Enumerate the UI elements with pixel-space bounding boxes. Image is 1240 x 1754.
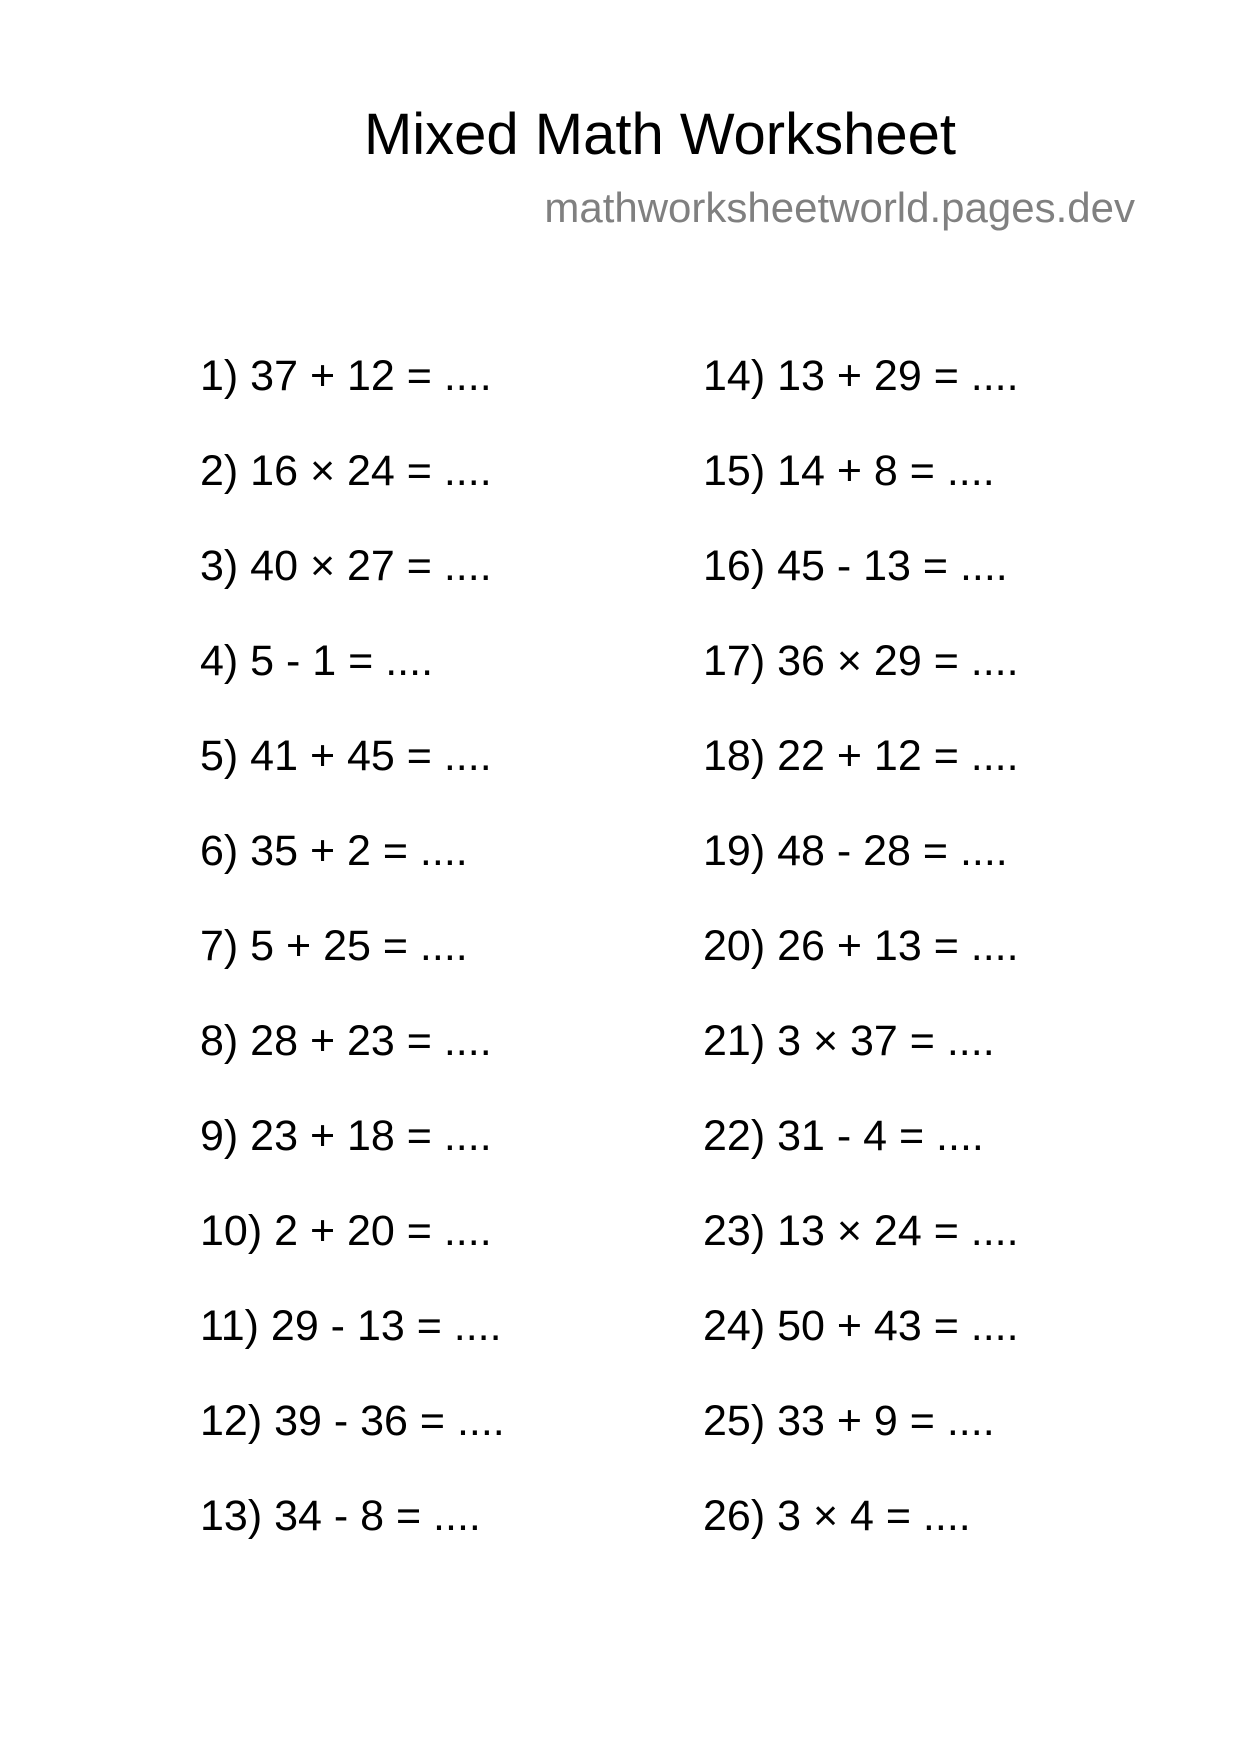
problem-item: 10) 2 + 20 = .... xyxy=(200,1207,492,1255)
problem-item: 5) 41 + 45 = .... xyxy=(200,732,492,780)
problem-item: 15) 14 + 8 = .... xyxy=(703,447,995,495)
problem-item: 1) 37 + 12 = .... xyxy=(200,352,492,400)
problem-item: 12) 39 - 36 = .... xyxy=(200,1397,505,1445)
problem-item: 22) 31 - 4 = .... xyxy=(703,1112,984,1160)
problem-item: 11) 29 - 13 = .... xyxy=(200,1302,502,1350)
problem-item: 9) 23 + 18 = .... xyxy=(200,1112,492,1160)
problem-item: 20) 26 + 13 = .... xyxy=(703,922,1019,970)
problem-item: 13) 34 - 8 = .... xyxy=(200,1492,481,1540)
problem-item: 23) 13 × 24 = .... xyxy=(703,1207,1019,1255)
problem-item: 18) 22 + 12 = .... xyxy=(703,732,1019,780)
problem-item: 21) 3 × 37 = .... xyxy=(703,1017,995,1065)
problem-item: 8) 28 + 23 = .... xyxy=(200,1017,492,1065)
problem-item: 6) 35 + 2 = .... xyxy=(200,827,468,875)
worksheet-title: Mixed Math Worksheet xyxy=(363,102,957,167)
problem-item: 17) 36 × 29 = .... xyxy=(703,637,1019,685)
problem-item: 14) 13 + 29 = .... xyxy=(703,352,1019,400)
problem-item: 7) 5 + 25 = .... xyxy=(200,922,468,970)
problem-column-right xyxy=(703,350,1019,1585)
problem-item: 4) 5 - 1 = .... xyxy=(200,637,434,685)
problem-item: 16) 45 - 13 = .... xyxy=(703,542,1008,590)
problem-item: 19) 48 - 28 = .... xyxy=(703,827,1008,875)
problem-column-left xyxy=(200,350,505,1585)
problem-item: 25) 33 + 9 = .... xyxy=(703,1397,995,1445)
website-url: mathworksheetworld.pages.dev xyxy=(544,184,1135,231)
problem-item: 3) 40 × 27 = .... xyxy=(200,542,492,590)
problem-item: 2) 16 × 24 = .... xyxy=(200,447,492,495)
problem-item: 26) 3 × 4 = .... xyxy=(703,1492,971,1540)
problem-item: 24) 50 + 43 = .... xyxy=(703,1302,1019,1350)
